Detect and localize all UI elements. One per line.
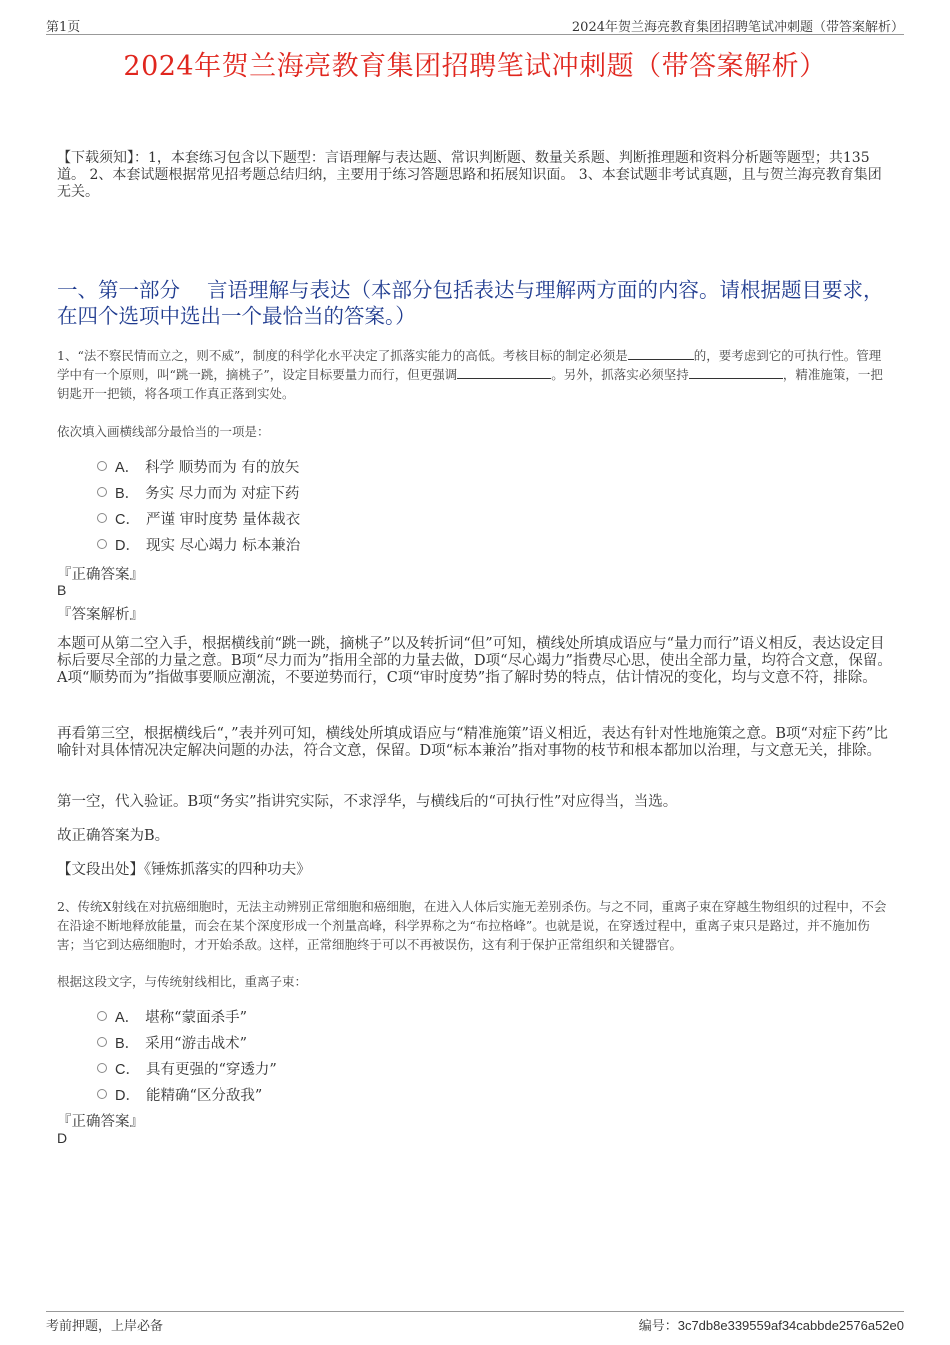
- question-2-option-d[interactable]: D． 能精确“区分敌我”: [97, 1081, 277, 1107]
- radio-icon[interactable]: [97, 1037, 107, 1047]
- page-footer: [46, 1311, 904, 1334]
- question-2-answer: D: [57, 1130, 68, 1146]
- radio-icon[interactable]: [97, 1011, 107, 1021]
- question-1-text-d: ，精准施策，一把钥匙开一把锁，将各项工作真正落到实处。: [57, 367, 883, 401]
- question-1-text-b: 的，要考虑到它的可执行性。管理学中有一个原则，叫“跳一跳，摘桃子”，设定目标要量力而行，但更强调: [57, 348, 882, 382]
- question-2-stem: 2、传统X射线在对抗癌细胞时，无法主动辨别正常细胞和癌细胞，在进入人体后实施无差别杀伤。与之不同，重离子束在穿越生物组织的过程中，不会在沿途不断地释放能量，而会在某个深度形成一个剂量高峰，科学界称之为“布拉格峰”。也就是说，在穿透过程中，重离子束只是路过，并不施加伤害；当它到达癌细胞时，才开始杀敌。这样，正常细胞终于可以不再被误伤，这有利于保护正常组织和关键器官。: [57, 899, 887, 952]
- question-1-answer-heading: 『正确答案』: [57, 567, 144, 583]
- question-1-text-c: 。另外，抓落实必须坚持: [551, 367, 689, 382]
- footer-code: 编号：3c7db8e339559af34cabbde2576a52e0: [638, 1318, 904, 1334]
- question-1-option-a[interactable]: A． 科学 顺势而为 有的放矢: [97, 453, 300, 479]
- radio-icon[interactable]: [97, 1063, 107, 1073]
- radio-icon[interactable]: [97, 461, 107, 471]
- question-1-option-d[interactable]: D． 现实 尽心竭力 标本兼治: [97, 531, 300, 557]
- section-heading: 一、第一部分 言语理解与表达（本部分包括表达与理解两方面的内容。请根据题目要求，在四个选项中选出一个最恰当的答案。）: [57, 278, 884, 328]
- radio-icon[interactable]: [97, 513, 107, 523]
- question-2-options: [97, 1003, 277, 1107]
- radio-icon[interactable]: [97, 539, 107, 549]
- analysis-paragraph-1: 本题可从第二空入手，根据横线前“跳一跳，摘桃子”以及转折词“但”可知，横线处所填成语应与“量力而行”语义相反，表达设定目标后要尽全部的力量之意。B项“尽力而为”指用全部的力量去做，D项“尽心竭力”指费尽心思，使出全部力量，均符合文意，保留。A项“顺势而为”指做事要顺应潮流，不要逆势而行，C项“审时度势”指了解时势的特点，估计情况的变化，均与文意不符，排除。: [57, 636, 892, 686]
- radio-icon[interactable]: [97, 1089, 107, 1099]
- question-2-option-b[interactable]: B． 采用“游击战术”: [97, 1029, 277, 1055]
- blank-1: [628, 347, 694, 360]
- question-2-option-c[interactable]: C． 具有更强的“穿透力”: [97, 1055, 277, 1081]
- question-1-options: [97, 453, 300, 557]
- question-1-option-b[interactable]: B． 务实 尽力而为 对症下药: [97, 479, 300, 505]
- analysis-paragraph-2: 再看第三空，根据横线后“，”表并列可知，横线处所填成语应与“精准施策”语义相近，表达有针对性地施策之意。B项“对症下药”比喻针对具体情况决定解决问题的办法，符合文意，保留。D项“标本兼治”指对事物的枝节和根本都加以治理，与文意无关，排除。: [57, 726, 888, 759]
- blank-3: [689, 366, 783, 379]
- question-1-option-c[interactable]: C． 严谨 审时度势 量体裁衣: [97, 505, 300, 531]
- page-header: [46, 14, 904, 35]
- page-number: 第1页: [46, 20, 81, 35]
- document-title: 2024年贺兰海亮教育集团招聘笔试冲刺题（带答案解析）: [123, 51, 827, 82]
- question-2-answer-heading: 『正确答案』: [57, 1114, 144, 1130]
- header-doc-title: 2024年贺兰海亮教育集团招聘笔试冲刺题（带答案解析）: [571, 20, 904, 35]
- analysis-conclusion: 故正确答案为B。: [57, 828, 170, 844]
- analysis-paragraph-3: 第一空，代入验证。B项“务实”指讲究实际，不求浮华，与横线后的“可执行性”对应得当，当选。: [57, 794, 678, 810]
- blank-2: [457, 366, 551, 379]
- question-1-prompt: 依次填入画横线部分最恰当的一项是：: [57, 424, 270, 439]
- question-1-stem: [57, 346, 888, 403]
- question-1-answer: B: [57, 582, 67, 598]
- analysis-source: 【文段出处】《锤炼抓落实的四种功夫》: [57, 862, 311, 878]
- question-2-prompt: 根据这段文字，与传统射线相比，重离子束：: [57, 974, 308, 989]
- download-notice: 【下载须知】：1，本套练习包含以下题型：言语理解与表达题、常识判断题、数量关系题、判断推理题和资料分析题等题型；共135道。 2、本套试题根据常见招考题总结归纳，主要用于练习答题思路和拓展知识面。 3、本套试题非考试真题，且与贺兰海亮教育集团无关。: [57, 150, 882, 200]
- question-1-text-a: 1、“法不察民情而立之，则不威”，制度的科学化水平决定了抓落实能力的高低。考核目标的制定必须是: [57, 348, 628, 363]
- footer-slogan: 考前押题，上岸必备: [46, 1319, 164, 1334]
- question-2-option-a[interactable]: A． 堪称“蒙面杀手”: [97, 1003, 277, 1029]
- radio-icon[interactable]: [97, 487, 107, 497]
- question-1-analysis-heading: 『答案解析』: [57, 607, 144, 623]
